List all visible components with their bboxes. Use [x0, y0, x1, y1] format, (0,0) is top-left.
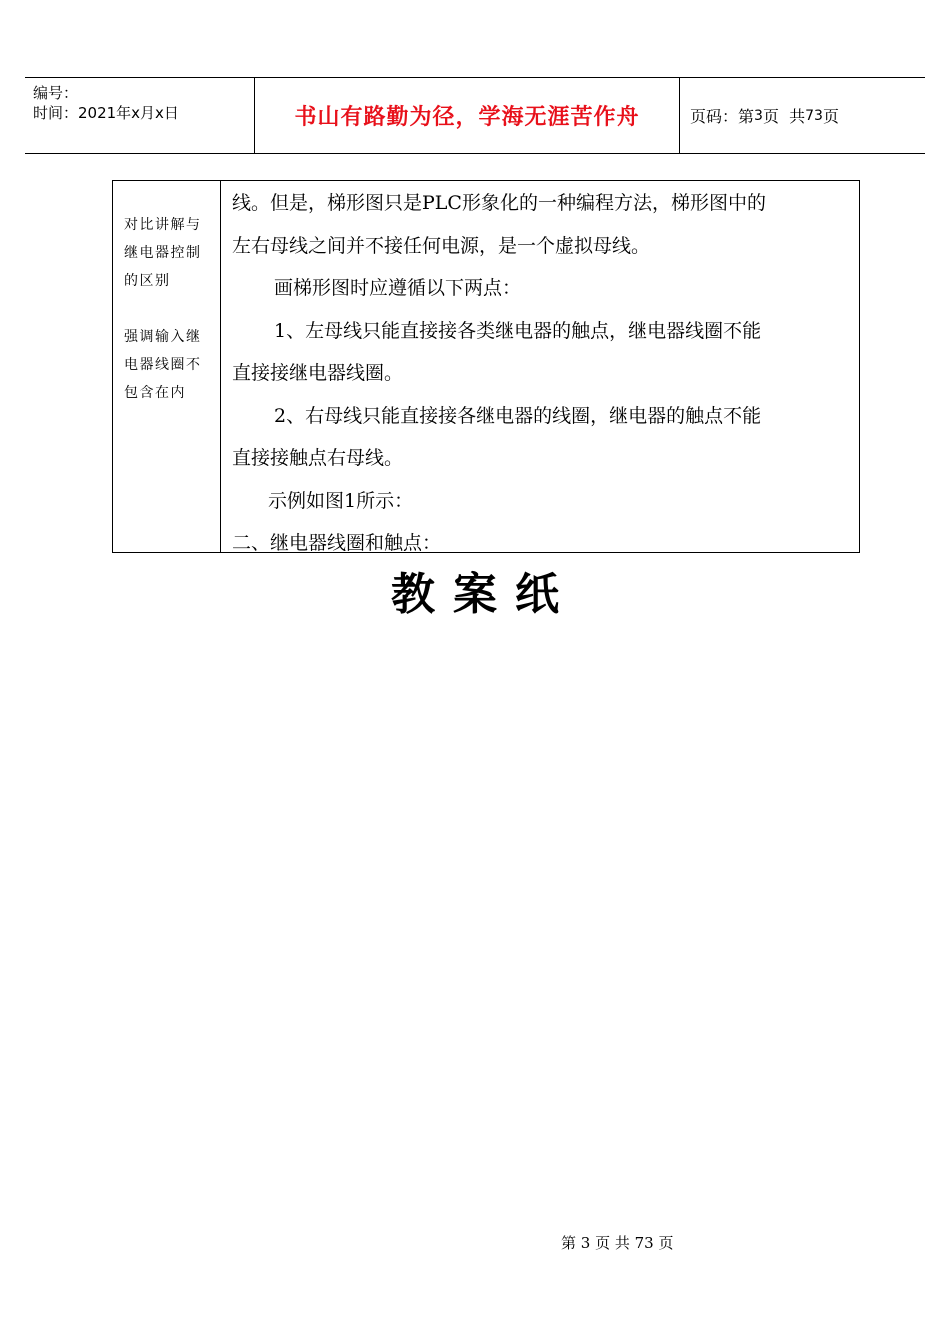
page-footer: 第 3 页 共 73 页 [561, 1234, 674, 1252]
content-line: 二、继电器线圈和触点： [232, 532, 442, 554]
note-line: 包含在内 [124, 385, 186, 401]
note-line: 对比讲解与 [124, 217, 202, 233]
page-mid: 页 共 [762, 107, 806, 126]
note-line: 继电器控制 [124, 245, 202, 261]
teaching-notes-column [113, 181, 221, 552]
number-label: 编号： [33, 84, 79, 102]
note-spacer [124, 295, 216, 323]
time-label: 时间：2021年x月x日 [33, 104, 179, 122]
content-line: 直接接继电器线圈。 [232, 362, 404, 384]
page-title: 教案纸 [391, 569, 577, 620]
page-total: 73 [805, 107, 823, 124]
content-line: 1、左母线只能直接接各类继电器的触点，继电器线圈不能 [274, 319, 762, 342]
content-line: 示例如图1所示： [268, 489, 414, 512]
page-header [25, 77, 925, 154]
content-line: 直接接触点右母线。 [232, 447, 404, 469]
header-motto: 书山有路勤为径，学海无涯苦作舟 [254, 78, 680, 153]
note-line: 强调输入继 [124, 329, 202, 345]
header-meta [25, 78, 254, 153]
page-suffix: 页 [822, 107, 839, 126]
note-line: 的区别 [124, 273, 171, 289]
content-line: 线。但是，梯形图只是PLC形象化的一种编程方法，梯形图中的 [232, 192, 766, 214]
header-page-info [680, 78, 925, 153]
note-line: 电器线圈不 [124, 357, 202, 373]
lesson-table [112, 180, 860, 553]
lesson-content-column [221, 181, 859, 552]
content-line: 左右母线之间并不接任何电源，是一个虚拟母线。 [232, 234, 651, 257]
content-line: 画梯形图时应遵循以下两点： [274, 277, 522, 299]
page-current: 3 [754, 107, 763, 124]
content-line: 2、右母线只能直接接各继电器的线圈，继电器的触点不能 [274, 404, 762, 427]
page-prefix: 页码：第 [690, 107, 755, 126]
